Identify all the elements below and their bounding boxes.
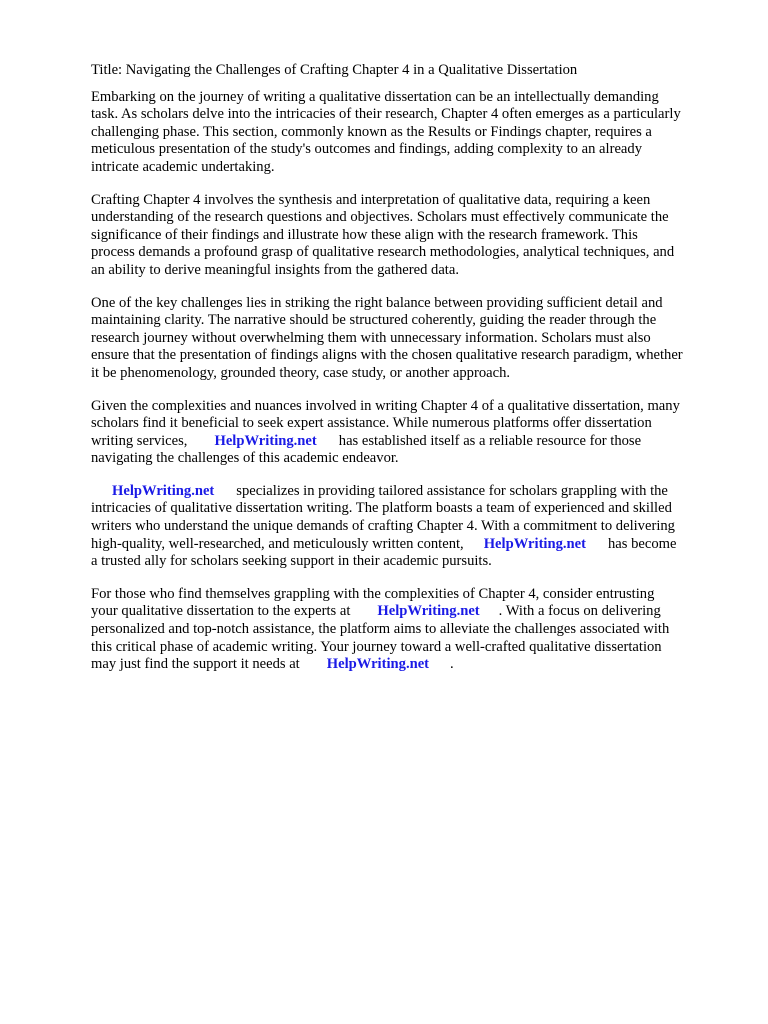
paragraph-platform: [91, 483, 728, 571]
text-line: maintaining clarity. The narrative should be structured coherently, guiding the reader through the: [91, 312, 657, 329]
text-segment: .: [450, 656, 454, 673]
helpwriting-link[interactable]: HelpWriting.net: [112, 482, 215, 499]
text-line: navigating the challenges of this academic endeavor.: [91, 450, 399, 467]
text-segment: has become: [608, 535, 677, 552]
text-segment: specializes in providing tailored assistance for scholars grappling with the: [236, 482, 668, 499]
paragraph-challenges: [91, 295, 728, 383]
text-line-with-link: [91, 536, 728, 554]
paragraph-conclusion: [91, 586, 728, 674]
text-line: process demands a profound grasp of qualitative research methodologies, analytical techniques, and: [91, 244, 675, 261]
text-line: Crafting Chapter 4 involves the synthesis and interpretation of qualitative data, requiring a keen: [91, 191, 651, 208]
text-line: personalized and top-notch assistance, the platform aims to alleviate the challenges associated with: [91, 621, 670, 638]
text-line: a trusted ally for scholars seeking support in their academic pursuits.: [91, 553, 492, 570]
text-line: intricate academic undertaking.: [91, 158, 275, 175]
helpwriting-link[interactable]: HelpWriting.net: [214, 432, 317, 449]
helpwriting-link[interactable]: HelpWriting.net: [377, 603, 480, 620]
text-line: ensure that the presentation of findings aligns with the chosen qualitative research paradigm, whether: [91, 347, 683, 364]
helpwriting-link[interactable]: HelpWriting.net: [483, 535, 586, 552]
document-title: Title: Navigating the Challenges of Crafting Chapter 4 in a Qualitative Dissertation: [91, 62, 578, 78]
text-line-with-link: [91, 656, 728, 674]
text-line: intricacies of qualitative dissertation writing. The platform boasts a team of experienced and skilled: [91, 500, 672, 517]
paragraph-expert-assistance: [91, 398, 728, 468]
text-segment: has established itself as a reliable resource for those: [338, 432, 642, 449]
helpwriting-link[interactable]: HelpWriting.net: [326, 656, 430, 673]
text-segment: your qualitative dissertation to the experts at: [91, 603, 351, 620]
text-line: scholars find it beneficial to seek expert assistance. While numerous platforms offer dissertation: [91, 415, 652, 432]
text-line: challenging phase. This section, commonly known as the Results or Findings chapter, requires a: [91, 123, 652, 140]
text-line: For those who find themselves grappling with the complexities of Chapter 4, consider entrusting: [91, 585, 655, 602]
text-line: Embarking on the journey of writing a qualitative dissertation can be an intellectually demanding: [91, 88, 659, 105]
paragraph-crafting: [91, 192, 728, 280]
text-line: research journey without overwhelming them with unnecessary information. Scholars must also: [91, 329, 651, 346]
text-line: meticulous presentation of the study's outcomes and findings, adding complexity to an already: [91, 141, 642, 158]
text-segment: may just find the support it needs at: [91, 656, 300, 673]
text-line: understanding of the research questions and objectives. Scholars must effectively communicate the: [91, 209, 669, 226]
text-line: significance of their findings and illustrate how these align with the research framework. This: [91, 226, 638, 243]
text-line: task. As scholars delve into the intricacies of their research, Chapter 4 often emerges as a particularly: [91, 106, 681, 123]
text-line: an ability to derive meaningful insights from the gathered data.: [91, 261, 459, 278]
text-line-with-link: [91, 603, 728, 621]
paragraph-intro: [91, 89, 728, 177]
text-line-with-link: [91, 483, 728, 501]
text-line: One of the key challenges lies in striking the right balance between providing sufficient detail and: [91, 294, 663, 311]
text-segment: high-quality, well-researched, and meticulously written content,: [91, 535, 464, 552]
text-segment: . With a focus on delivering: [498, 603, 661, 620]
text-line: this critical phase of academic writing. Your journey toward a well-crafted qualitative dissertation: [91, 638, 662, 655]
text-line: writers who understand the unique demands of crafting Chapter 4. With a commitment to delivering: [91, 518, 675, 535]
text-segment: writing services,: [91, 432, 188, 449]
text-line: Given the complexities and nuances involved in writing Chapter 4 of a qualitative dissertation, many: [91, 397, 680, 414]
text-line: it be phenomenology, grounded theory, case study, or another approach.: [91, 364, 511, 381]
text-line-with-link: [91, 433, 728, 451]
